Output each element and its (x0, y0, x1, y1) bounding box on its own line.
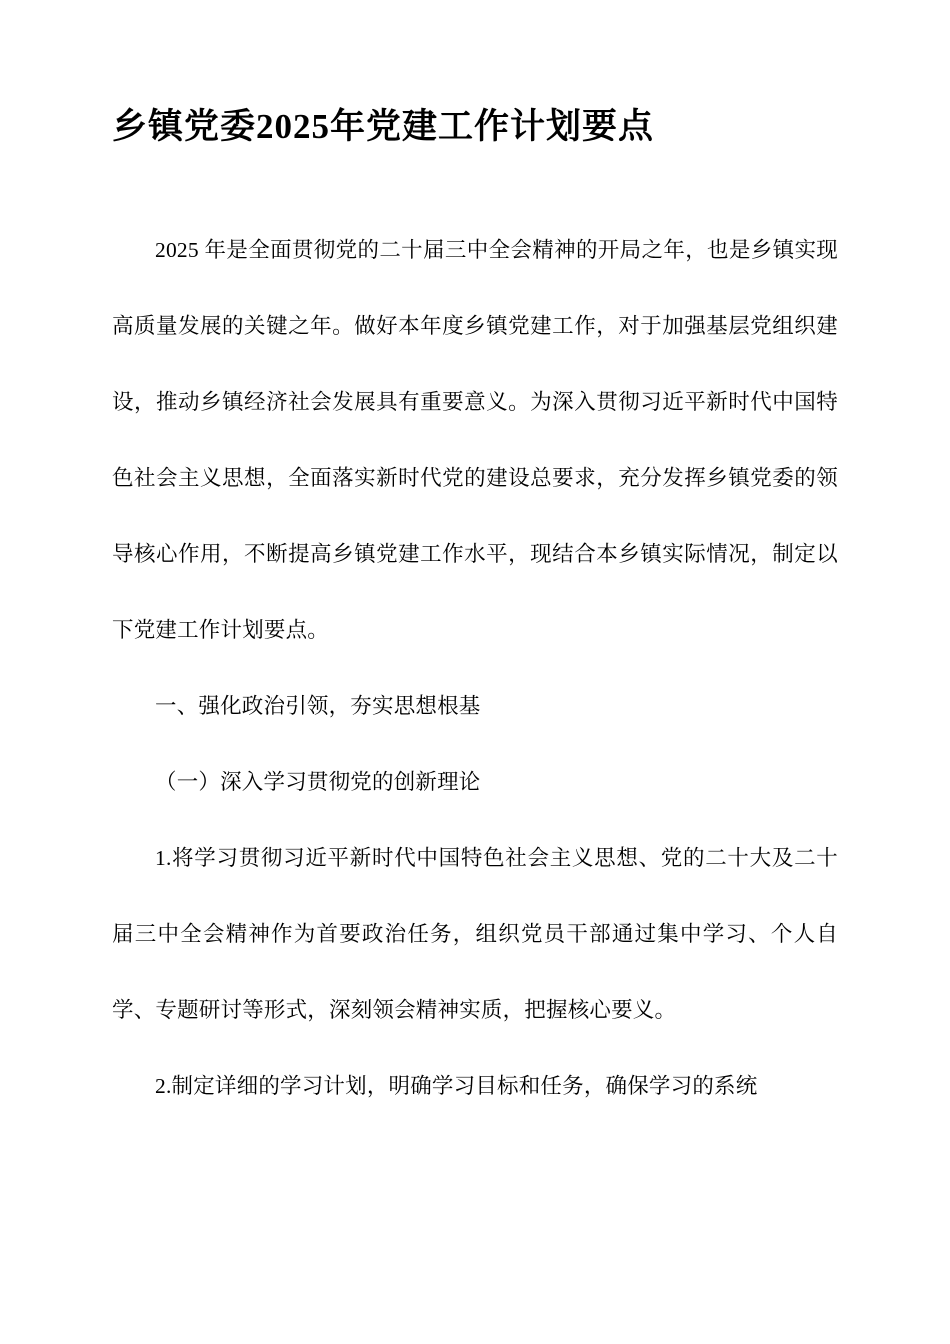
page-title: 乡镇党委2025年党建工作计划要点 (112, 107, 655, 146)
section-heading-one: 一、强化政治引领，夯实思想根基 (155, 693, 481, 718)
list-item-2: 2.制定详细的学习计划，明确学习目标和任务，确保学习的系统 (155, 1073, 758, 1098)
intro-paragraph: 2025 年是全面贯彻党的二十届三中全会精神的开局之年，也是乡镇实现高质量发展的关键之年。做好本年度乡镇党建工作，对于加强基层党组织建设，推动乡镇经济社会发展具有重要意义。为深入贯彻习近平新时代中国特色社会主义思想，全面落实新时代党的建设总要求，充分发挥乡镇党委的领导核心作用，不断提高乡镇党建工作水平，现结合本乡镇实际情况，制定以下党建工作计划要点。 (112, 237, 838, 642)
list-item-1: 1.将学习贯彻习近平新时代中国特色社会主义思想、党的二十大及二十届三中全会精神作为首要政治任务，组织党员干部通过集中学习、个人自学、专题研讨等形式，深刻领会精神实质，把握核心要义。 (112, 845, 838, 1022)
document-body (112, 212, 838, 1124)
subsection-heading-one: （一）深入学习贯彻党的创新理论 (155, 769, 481, 794)
